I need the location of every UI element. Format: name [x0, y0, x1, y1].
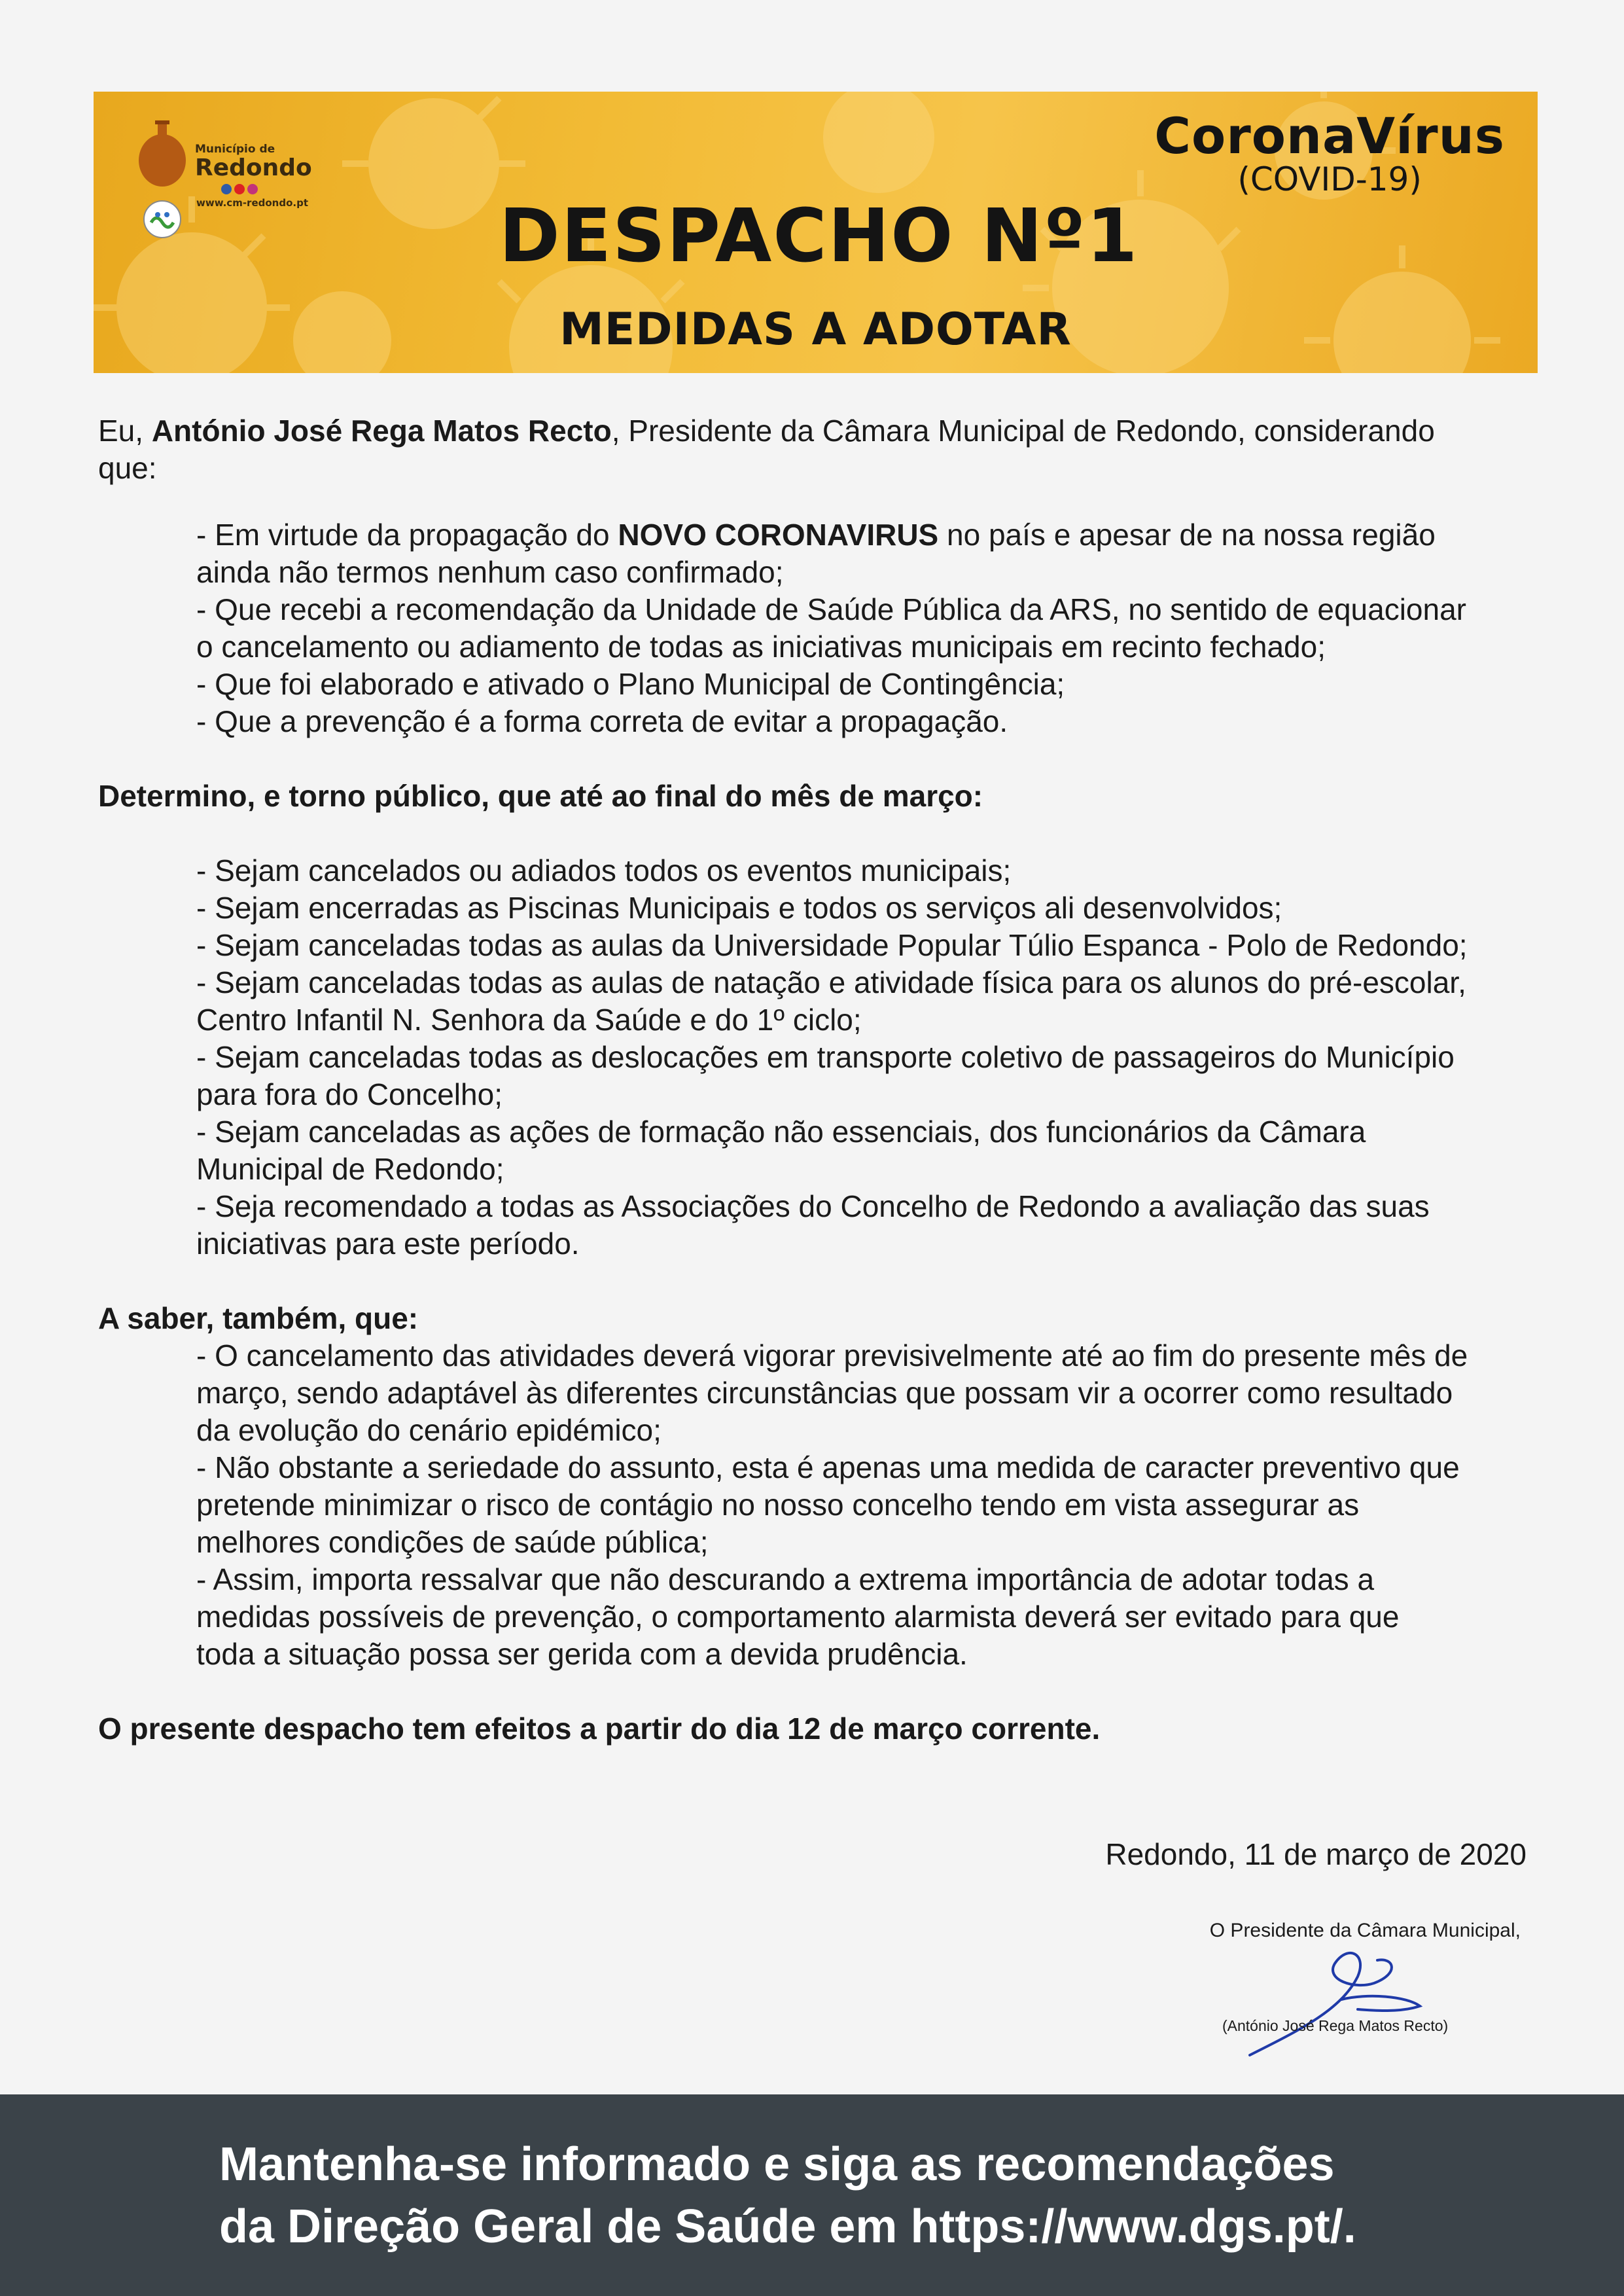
text-span: no país e apesar de na nossa região	[938, 518, 1436, 552]
bold-span: NOVO CORONAVIRUS	[618, 518, 939, 552]
determino-line: - Sejam canceladas as ações de formação não essenciais, dos funcionários da Câmara	[196, 1115, 1366, 1149]
intro-continuation: que:	[98, 451, 157, 485]
saber-heading: A saber, também, que:	[98, 1301, 419, 1335]
header-banner	[94, 92, 1538, 373]
logo-line-1: Município de	[195, 143, 275, 156]
page-title: DESPACHO Nº1	[499, 194, 1139, 279]
corona-subtitle: (COVID-19)	[1237, 160, 1422, 198]
president-name: António José Rega Matos Recto	[151, 414, 612, 448]
saber-line: pretende minimizar o risco de contágio no nosso concelho tendo em vista assegurar as	[196, 1488, 1360, 1522]
footer-line-1: Mantenha-se informado e siga as recomendações	[219, 2138, 1335, 2191]
considerando-item: - Que a prevenção é a forma correta de evitar a propagação.	[196, 704, 1008, 738]
considerando-item: - Que foi elaborado e ativado o Plano Municipal de Contingência;	[196, 667, 1065, 701]
president-signature-name: (António José Rega Matos Recto)	[1222, 2017, 1449, 2034]
saber-line: março, sendo adaptável às diferentes circunstâncias que possam vir a ocorrer como resultado	[196, 1376, 1453, 1410]
saber-line: toda a situação possa ser gerida com a devida prudência.	[196, 1637, 968, 1671]
intro-prefix: Eu,	[98, 414, 152, 448]
logo-url: www.cm-redondo.pt	[196, 197, 308, 209]
considerando-item: - Que recebi a recomendação da Unidade de Saúde Pública da ARS, no sentido de equacionar	[196, 592, 1466, 626]
determino-line: Municipal de Redondo;	[196, 1152, 504, 1186]
intro-line	[98, 412, 1538, 450]
determino-line: Centro Infantil N. Senhora da Saúde e do 1º ciclo;	[196, 1003, 862, 1037]
considerando-item-cont: ainda não termos nenhum caso confirmado;	[196, 555, 784, 589]
considerando-item-cont: o cancelamento ou adiamento de todas as iniciativas municipais em recinto fechado;	[196, 630, 1326, 664]
page-subtitle: MEDIDAS A ADOTAR	[559, 304, 1072, 355]
saber-line: - Não obstante a seriedade do assunto, esta é apenas uma medida de caracter preventivo que	[196, 1450, 1460, 1484]
determino-line: - Seja recomendado a todas as Associações do Concelho de Redondo a avaliação das suas	[196, 1189, 1430, 1223]
determino-line: - Sejam cancelados ou adiados todos os eventos municipais;	[196, 853, 1012, 888]
footer-line-2: da Direção Geral de Saúde em https://www.dgs.pt/.	[219, 2200, 1356, 2253]
saber-line: da evolução do cenário epidémico;	[196, 1413, 662, 1447]
instagram-icon	[247, 184, 258, 194]
footer-banner	[0, 2094, 1624, 2296]
determino-list	[98, 852, 1538, 1263]
document-body	[98, 412, 1538, 1748]
text-span: - Em virtude da propagação do	[196, 518, 618, 552]
footer-text	[219, 2134, 1356, 2258]
president-role: O Presidente da Câmara Municipal,	[1209, 1920, 1521, 1941]
logo-text	[195, 144, 312, 208]
intro-rest: , Presidente da Câmara Municipal de Redondo, considerando	[611, 414, 1435, 448]
closing-statement: O presente despacho tem efeitos a partir do dia 12 de março corrente.	[98, 1712, 1101, 1746]
determino-line: - Sejam canceladas todas as deslocações em transporte coletivo de passageiros do Município	[196, 1040, 1455, 1074]
considerando-item	[196, 516, 1538, 554]
saber-line: - Assim, importa ressalvar que não descurando a extrema importância de adotar todas a	[196, 1562, 1375, 1596]
determino-heading: Determino, e torno público, que até ao final do mês de março:	[98, 779, 983, 813]
social-icons	[221, 184, 312, 194]
saber-line: melhores condições de saúde pública;	[196, 1525, 709, 1559]
determino-line: - Sejam encerradas as Piscinas Municipais e todos os serviços ali desenvolvidos;	[196, 891, 1282, 925]
saber-line: medidas possíveis de prevenção, o comportamento alarmista deverá ser evitado para que	[196, 1600, 1400, 1634]
saber-line: - O cancelamento das atividades deverá vigorar previsivelmente até ao fim do presente mês de	[196, 1338, 1468, 1372]
determino-line: - Sejam canceladas todas as aulas de natação e atividade física para os alunos do pré-escolar,	[196, 965, 1466, 999]
determino-line: para fora do Concelho;	[196, 1077, 503, 1111]
place-date: Redondo, 11 de março de 2020	[1105, 1837, 1527, 1871]
facebook-icon	[221, 184, 232, 194]
determino-line: iniciativas para este período.	[196, 1227, 580, 1261]
youtube-icon	[234, 184, 245, 194]
handwritten-signature	[1243, 1937, 1453, 2062]
saber-list	[98, 1337, 1538, 1673]
considerando-list	[98, 516, 1538, 740]
corona-title: CoronaVírus	[1154, 107, 1505, 165]
logo-line-2: Redondo	[195, 154, 312, 181]
covid-badge	[1154, 107, 1505, 199]
determino-line: - Sejam canceladas todas as aulas da Universidade Popular Túlio Espanca - Polo de Redondo;	[196, 928, 1468, 962]
